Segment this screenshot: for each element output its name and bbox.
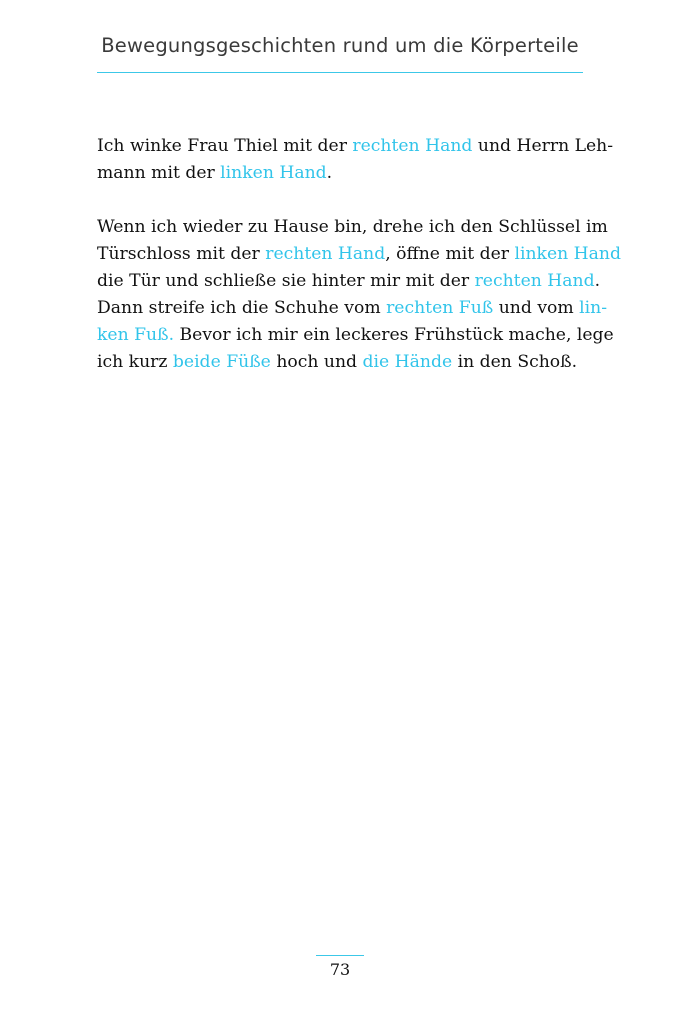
story-text — [97, 133, 621, 376]
text-line — [97, 295, 608, 322]
text-segment: hoch und — [270, 352, 363, 372]
highlighted-body-part: rechten Fuß — [386, 298, 494, 318]
text-segment: mann mit der — [97, 163, 221, 183]
page-header-title: Bewegungsgeschichten rund um die Körperteile — [101, 34, 579, 57]
text-segment: . — [326, 163, 333, 183]
text-segment: die Tür und schließe sie hinter mir mit der — [97, 271, 475, 291]
highlighted-body-part: rechten Hand — [265, 244, 386, 264]
text-segment: Türschloss mit der — [97, 244, 266, 264]
highlighted-body-part: rechten Hand — [474, 271, 595, 291]
highlighted-body-part: beide Füße — [172, 352, 271, 372]
header-divider — [97, 72, 583, 73]
text-line — [97, 214, 608, 241]
text-line — [97, 349, 583, 376]
text-line — [97, 241, 621, 268]
text-segment: . — [594, 271, 601, 291]
highlighted-body-part: linken Hand — [220, 163, 327, 183]
text-line — [97, 133, 614, 160]
highlighted-body-part: rechten Hand — [352, 136, 473, 156]
text-segment: und Herrn Leh- — [472, 136, 614, 156]
highlighted-body-part: linken Hand — [514, 244, 621, 264]
text-segment: und vom — [493, 298, 580, 318]
text-segment: Bevor ich mir ein leckeres Frühstück mache, lege — [174, 325, 614, 345]
text-segment: in den Schoß. — [452, 352, 578, 372]
highlighted-body-part: lin- — [579, 298, 608, 318]
text-segment: ich kurz — [97, 352, 173, 372]
text-line — [97, 160, 583, 187]
paragraph — [97, 133, 614, 187]
text-segment: Dann streife ich die Schuhe vom — [97, 298, 387, 318]
text-segment: , öffne mit der — [385, 244, 515, 264]
text-segment: Wenn ich wieder zu Hause bin, drehe ich den Schlüssel im — [97, 217, 608, 237]
text-line — [97, 268, 601, 295]
text-segment: Ich winke Frau Thiel mit der — [97, 136, 353, 156]
paragraph — [97, 214, 621, 376]
text-line — [97, 322, 614, 349]
page-number: 73 — [329, 960, 351, 979]
footer-divider — [316, 955, 364, 956]
highlighted-body-part: die Hände — [362, 352, 453, 372]
highlighted-body-part: ken Fuß. — [97, 325, 175, 345]
